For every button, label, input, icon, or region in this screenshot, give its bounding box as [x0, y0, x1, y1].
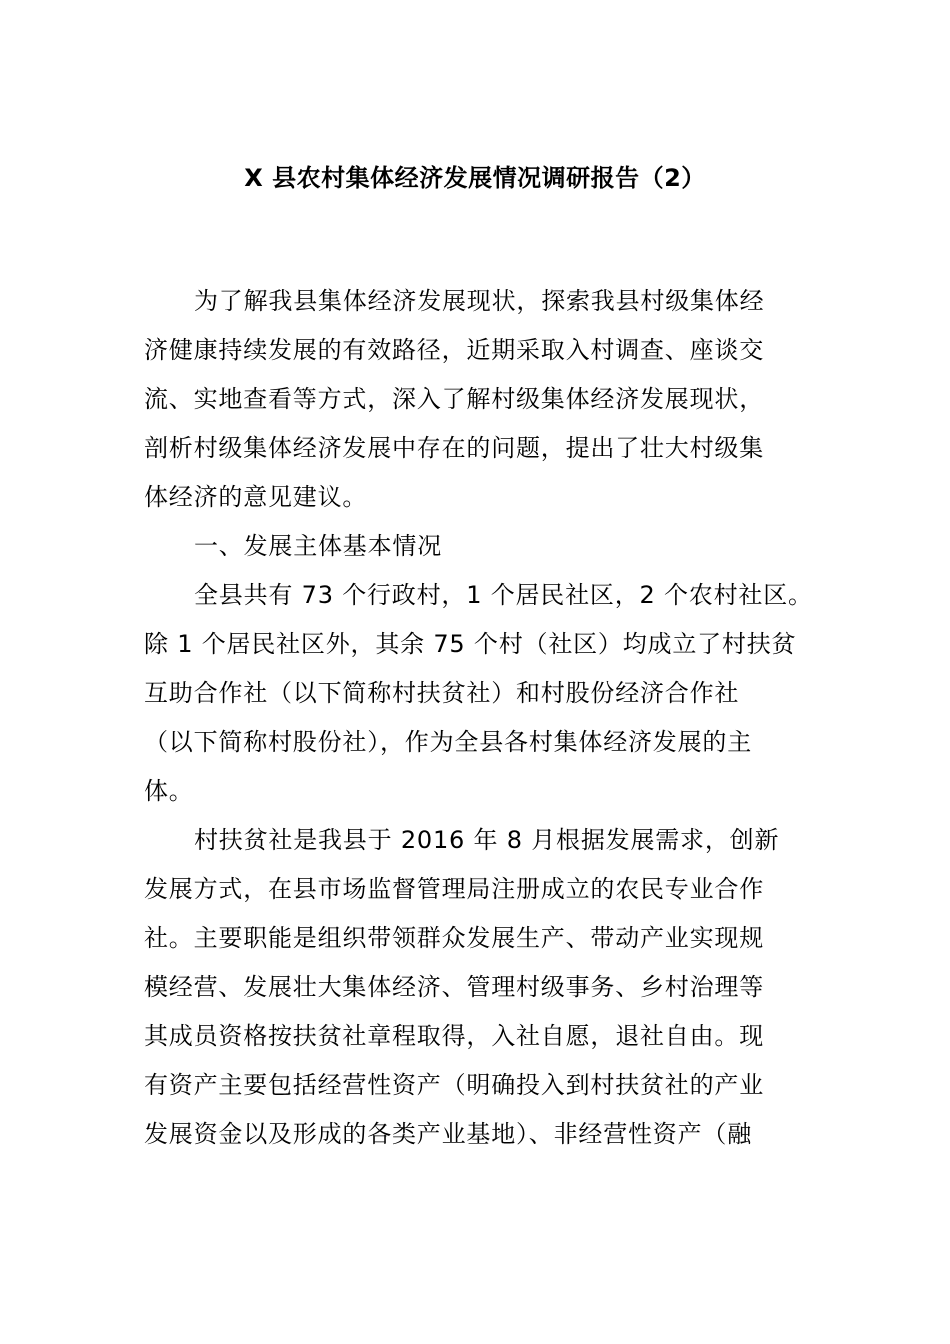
- paragraph-line: 剖析村级集体经济发展中存在的问题，提出了壮大村级集: [144, 434, 764, 462]
- paragraph-line: 发展方式，在县市场监督管理局注册成立的农民专业合作: [144, 875, 764, 903]
- document-body: [144, 282, 814, 1164]
- paragraph-line: （以下简称村股份社），作为全县各村集体经济发展的主: [144, 728, 752, 756]
- section-heading: 一、发展主体基本情况: [194, 532, 442, 560]
- paragraph-line: 社。主要职能是组织带领群众发展生产、带动产业实现规: [144, 924, 764, 952]
- paragraph-line: 有资产主要包括经营性资产（明确投入到村扶贫社的产业: [144, 1071, 764, 1099]
- paragraph-line: 流、实地查看等方式，深入了解村级集体经济发展现状，: [144, 385, 764, 413]
- paragraph-line: 为了解我县集体经济发展现状，探索我县村级集体经: [194, 287, 765, 315]
- paragraph-line: 其成员资格按扶贫社章程取得，入社自愿，退社自由。现: [144, 1022, 764, 1050]
- paragraph-line: 济健康持续发展的有效路径，近期采取入村调查、座谈交: [144, 336, 764, 364]
- paragraph-line: 互助合作社（以下简称村扶贫社）和村股份经济合作社: [144, 679, 740, 707]
- paragraph-line: 除 1 个居民社区外，其余 75 个村（社区）均成立了村扶贫: [144, 630, 797, 658]
- paragraph-line: 全县共有 73 个行政村，1 个居民社区，2 个农村社区。: [194, 581, 813, 609]
- paragraph-line: 体。: [144, 777, 194, 805]
- document-title: X 县农村集体经济发展情况调研报告（2）: [244, 164, 706, 192]
- paragraph-line: 模经营、发展壮大集体经济、管理村级事务、乡村治理等: [144, 973, 764, 1001]
- paragraph-line: 发展资金以及形成的各类产业基地）、非经营性资产（融: [144, 1120, 752, 1148]
- paragraph-line: 村扶贫社是我县于 2016 年 8 月根据发展需求，创新: [194, 826, 780, 854]
- paragraph-line: 体经济的意见建议。: [144, 483, 368, 511]
